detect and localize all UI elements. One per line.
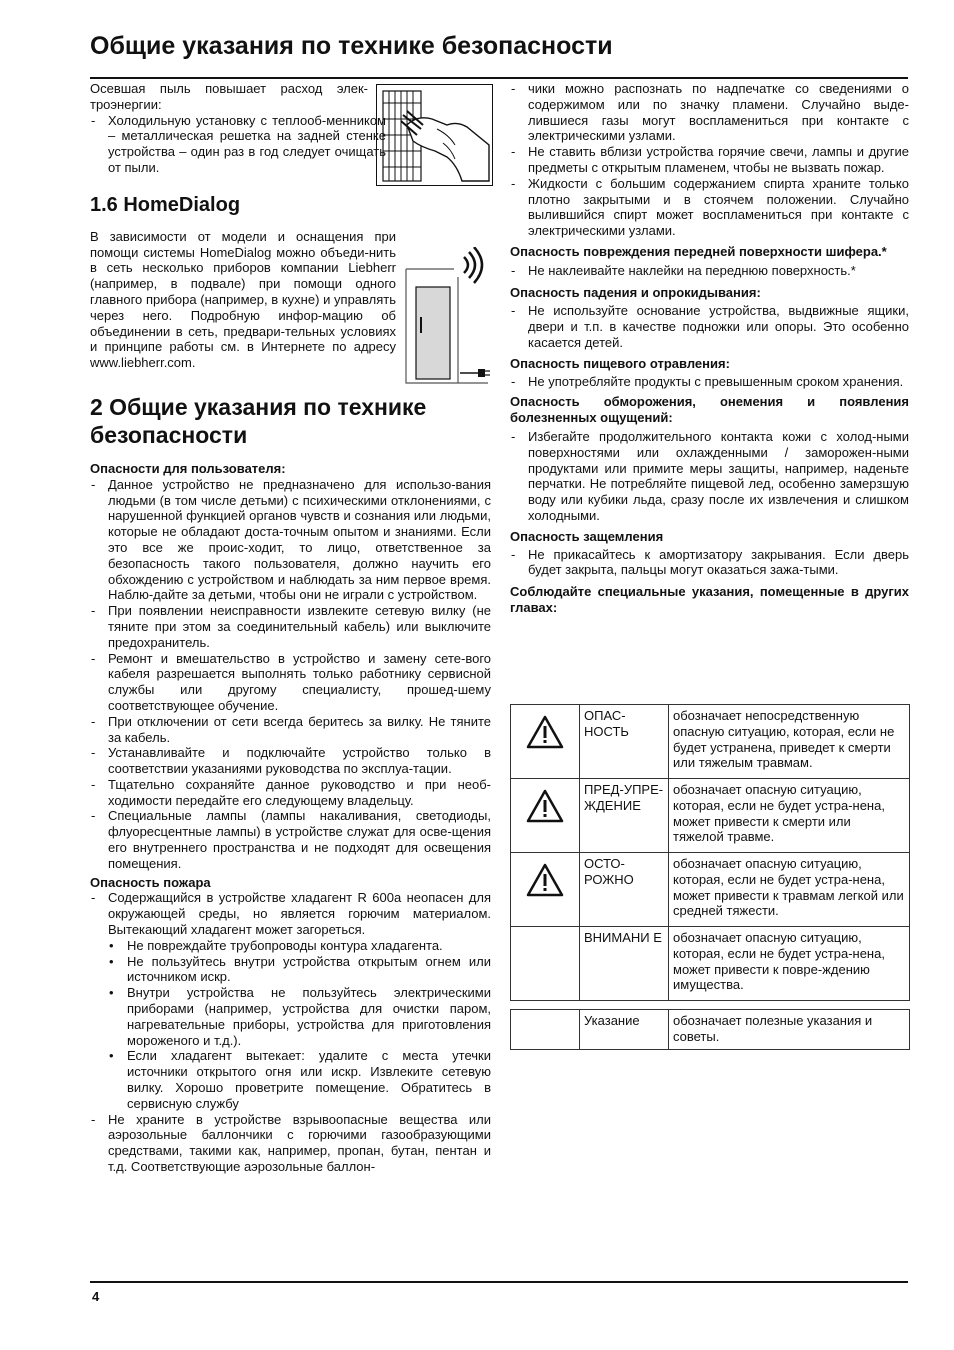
list-item: - Не используйте основание устройства, выдвижные ящики, двери и т.п. в качестве подножки или опоры. Это особенно касается детей. (510, 303, 909, 350)
note-table (510, 1009, 910, 1050)
signal-word: ВНИМАНИ Е (580, 927, 669, 1001)
list-item: - Данное устройство не предназначено для использо-вания людьми (в том числе детьми) с психическими отклонениями, с нарушенной функцией органов чувств и сознания или людьми, которые не обладают доста-точным опытом и знаниями. Если это все же проис-ходит, то лицо, ответственное за безопасность такого пользователя, должно научить его обхождению с устройством и наблюдать за ним первое время. Наблю-дайте за детьми, чтобы они не играли с устройством. (90, 477, 491, 603)
homedialog-text: В зависимости от модели и оснащения при помощи системы HomeDialog можно объеди-нить в сеть несколько приборов компании Liebherr (например, в подвале) при помощи одного главного прибора (например, в кухне) и управлять через него. Подробную инфор-мацию об объединении в сеть, предвари-тельных условиях и принципе работы см. в Интернете по адресу www.liebherr.com. (90, 228, 396, 371)
signal-meaning: обозначает полезные указания и советы. (669, 1010, 910, 1050)
table-row (511, 1010, 910, 1050)
list-item: - Содержащийся в устройстве хладагент R 600a неопасен для окружающей среды, но является горючим материалом. Вытекающий хладагент может загореться. (90, 890, 491, 937)
icon-cell (511, 853, 580, 927)
section-heading: Опасность падения и опрокидывания: (510, 284, 761, 300)
section-heading: Опасность пищевого отравления: (510, 355, 730, 371)
section-heading: Опасность защемления (510, 528, 664, 544)
table-row (511, 779, 910, 853)
list-item: - Холодильную установку с теплооб-менником – металлическая решетка на задней стенке устройства – один раз в год следует очищать от пыли. (90, 113, 386, 176)
bullet-item: • Не пользуйтесь внутри устройства открытым огнем или источником искр. (90, 954, 491, 986)
signal-meaning: обозначает опасную ситуацию, которая, если не будет устра-нена, может привести к повре-ждению имущества. (669, 927, 910, 1001)
signal-meaning: обозначает непосредственную опасную ситуацию, которая, если не будет устранена, приведет к смерти или тяжелым травмам. (669, 705, 910, 779)
intro-text: Осевшая пыль повышает расход элек-троэнергии: (90, 81, 368, 112)
list-item: - При отключении от сети всегда беритесь за вилку. Не тяните за кабель. (90, 714, 491, 746)
warning-triangle-icon (526, 863, 564, 897)
signal-word: Указание (580, 1010, 669, 1050)
signal-word: ОСТО-РОЖНО (580, 853, 669, 927)
signal-meaning: обозначает опасную ситуацию, которая, если не будет устра-нена, может привести к смерти или тяжелой травме. (669, 779, 910, 853)
section-heading: Опасности для пользователя: (90, 460, 286, 476)
list-item: - Тщательно сохраняйте данное руководство и при необ-ходимости передайте его следующему владельцу. (90, 777, 491, 809)
section-heading: Опасность пожара (90, 874, 211, 890)
page-number: 4 (92, 1289, 100, 1304)
signal-word: ПРЕД-УПРЕ-ЖДЕНИЕ (580, 779, 669, 853)
continued-text (510, 81, 909, 144)
warning-triangle-icon (526, 789, 564, 823)
signal-word: ОПАС-НОСТЬ (580, 705, 669, 779)
section-heading: Соблюдайте специальные указания, помещенные в других главах: (510, 584, 909, 615)
icon-cell (511, 1010, 580, 1050)
icon-cell (511, 779, 580, 853)
list-item: - Не прикасайтесь к амортизатору закрывания. Если дверь будет закрыта, пальцы могут оказаться зажа-тыми. (510, 547, 909, 579)
list-item: - Избегайте продолжительного контакта кожи с холод-ными поверхностями или охлажденными / заморожен-ными продуктами или примите меры защиты, например, наденьте перчатки. Не потребляйте пищевой лед, особенно замерзшую воду или кубики льда, сразу после их извлечения и слишком холодными. (510, 429, 909, 524)
signal-meaning: обозначает опасную ситуацию, которая, если не будет устра-нена, может привести к травмам легкой или средней тяжести. (669, 853, 910, 927)
right-column (510, 81, 909, 616)
bullet-item: • Внутри устройства не пользуйтесь электрическими приборами (например, устройства для очистки паром, нагревательные приборы, устройства для приготовления мороженого и т.д.). (90, 985, 491, 1048)
chapter-title: 2 Общие указания по технике безопасности (90, 393, 427, 448)
icon-cell (511, 927, 580, 1001)
list-item: - Жидкости с большим содержанием спирта храните только плотно закрытыми и в стоячем положении. Случайно вылившийся спирт может воспламениться при контакте с электрическими узлами. (510, 176, 909, 239)
page-title: Общие указания по технике безопасности (90, 32, 613, 60)
section-heading: Опасность повреждения передней поверхности шифера.* (510, 243, 887, 259)
list-item: - Ремонт и вмешательство в устройство и замену сете-вого кабеля разрешается выполнять только работнику сервисной службы или другому специалисту, прошед-шему соответствующее обучение. (90, 651, 491, 714)
list-item: - Не храните в устройстве взрывоопасные вещества или аэрозольные баллончики с горючими газообразующими средствами, такими как, например, пропан, бутан, пентан и т.д. Соответствующие аэрозольные баллон- (90, 1112, 491, 1175)
icon-cell (511, 705, 580, 779)
list-item: - Устанавливайте и подключайте устройство только в соответствии указаниями руководства по эксплуа-тации. (90, 745, 491, 777)
signal-word-table (510, 704, 910, 1001)
bullet-item: • Не повреждайте трубопроводы контура хладагента. (90, 938, 491, 954)
table-row (511, 927, 910, 1001)
list-item: - Не употребляйте продукты с превышенным сроком хранения. (510, 374, 909, 390)
footer-divider (90, 1281, 908, 1283)
list-item: - Специальные лампы (лампы накаливания, светодиоды, флуоресцентные лампы) в устройстве служат для осве-щения его внутреннего пространства и не подходят для освещения помещения. (90, 808, 491, 871)
list-item: - Не наклеивайте наклейки на переднюю поверхность.* (510, 263, 909, 279)
continued-text-content: чики можно распознать по надпечатке со сведениями о содержимом или по значку пламени. Случайно выде-лившиеся газы могут воспламениться при контакте с электрическими узлами. (528, 81, 909, 144)
section-title-homedialog: 1.6 HomeDialog (90, 193, 241, 216)
list-item: - При появлении неисправности извлеките сетевую вилку (не тяните при этом за соединительный кабель) или выключите предохранитель. (90, 603, 491, 650)
list-item: - Не ставить вблизи устройства горячие свечи, лампы и другие предметы с открытым пламенем, чтобы не вызвать пожар. (510, 144, 909, 176)
header-divider (90, 77, 908, 79)
table-row (511, 853, 910, 927)
left-column (90, 81, 491, 1175)
section-heading: Опасность обморожения, онемения и появления болезненных ощущений: (510, 394, 909, 426)
warning-triangle-icon (526, 715, 564, 749)
bullet-item: • Если хладагент вытекает: удалите с места утечки источники открытого огня или искр. Извлеките сетевую вилку. Хорошо проветрите помещение. Обратитесь в сервисную службу (90, 1048, 491, 1111)
table-row (511, 705, 910, 779)
